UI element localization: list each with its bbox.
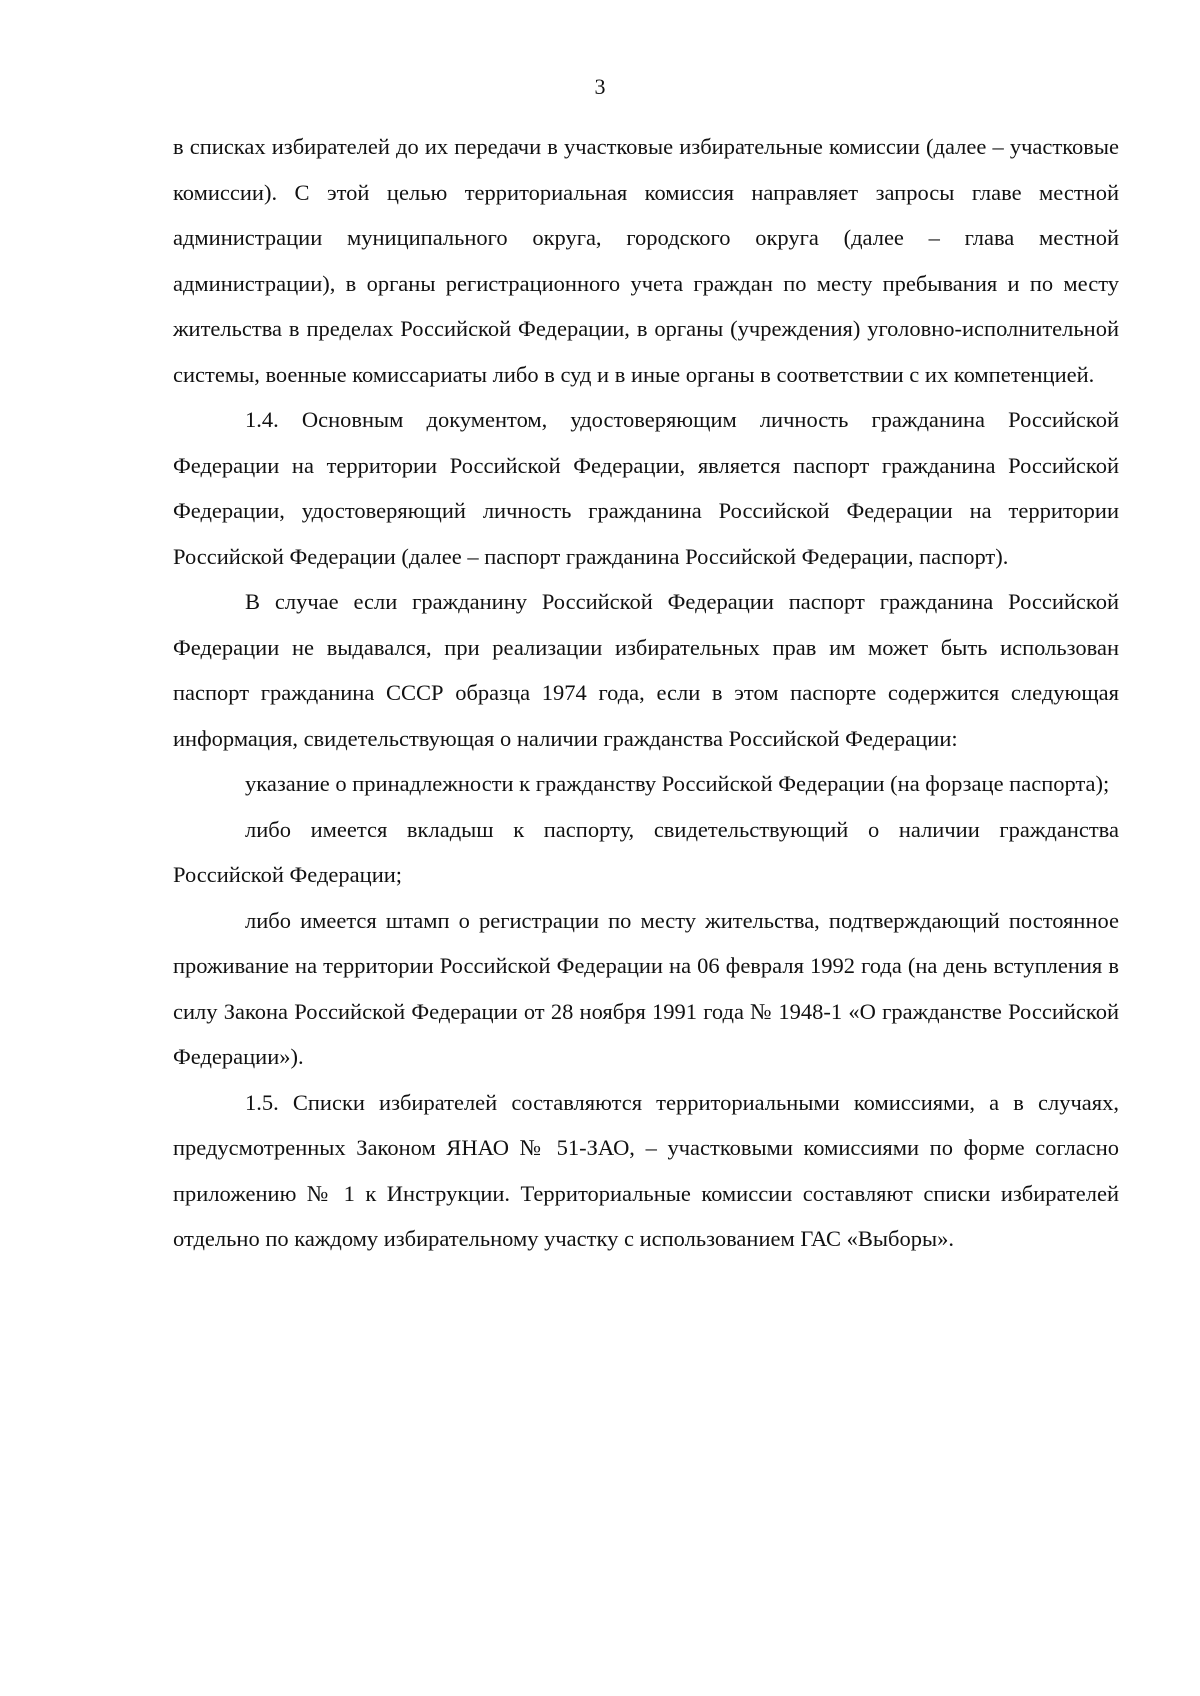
document-body [173, 124, 1119, 1262]
paragraph-ussr-passport: В случае если гражданину Российской Федерации паспорт гражданина Российской Федерации не выдавался, при реализации избирательных прав им может быть использован паспорт гражданина СССР образца 1974 года, если в этом паспорте содержится следующая информация, свидетельствующая о наличии гражданства Российской Федерации: [173, 589, 1119, 751]
paragraph-citizenship-note: указание о принадлежности к гражданству Российской Федерации (на форзаце паспорта); [245, 771, 1110, 796]
paragraph-1-4: 1.4. Основным документом, удостоверяющим личность гражданина Российской Федерации на территории Российской Федерации, является паспорт гражданина Российской Федерации, удостоверяющий личность гражданина Российской Федерации на территории Российской Федерации (далее – паспорт гражданина Российской Федерации, паспорт). [173, 407, 1119, 569]
page-number: 3 [594, 74, 606, 99]
paragraph-1-5: 1.5. Списки избирателей составляются территориальными комиссиями, а в случаях, предусмотренных Законом ЯНАО № 51-ЗАО, – участковыми комиссиями по форме согласно приложению № 1 к Инструкции. Территориальные комиссии составляют списки избирателей отдельно по каждому избирательному участку с использованием ГАС «Выборы». [173, 1089, 1119, 1251]
paragraph-registration-stamp: либо имеется штамп о регистрации по месту жительства, подтверждающий постоянное проживание на территории Российской Федерации на 06 февраля 1992 года (на день вступления в силу Закона Российской Федерации от 28 ноября 1991 года № 1948-1 «О гражданстве Российской Федерации»). [173, 907, 1119, 1069]
paragraph-insert: либо имеется вкладыш к паспорту, свидетельствующий о наличии гражданства Российской Федерации; [173, 816, 1119, 887]
paragraph-continuation: в списках избирателей до их передачи в участковые избирательные комиссии (далее – участковые комиссии). С этой целью территориальная комиссия направляет запросы главе местной администрации муниципального округа, городского округа (далее – глава местной администрации), в органы регистрационного учета граждан по месту пребывания и по месту жительства в пределах Российской Федерации, в органы (учреждения) уголовно-исполнительной системы, военные комиссариаты либо в суд и в иные органы в соответствии с их компетенцией. [173, 134, 1119, 387]
